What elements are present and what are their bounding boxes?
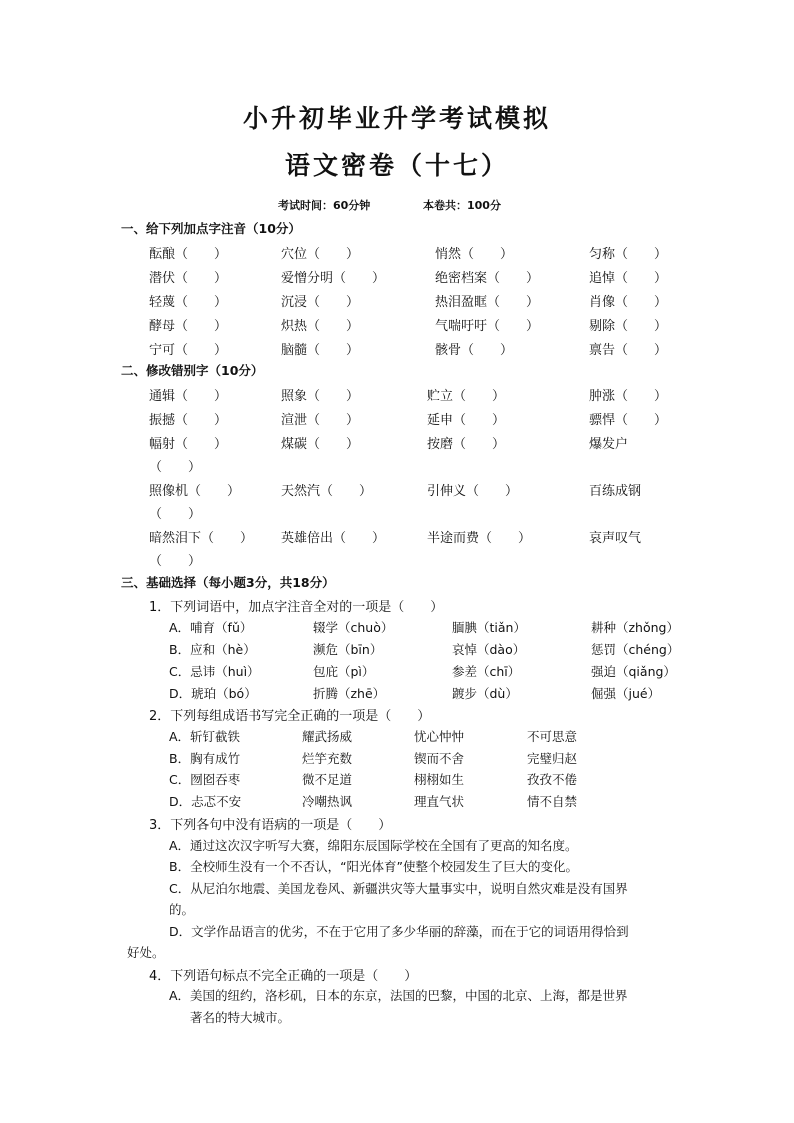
phonetic-item-r1-c3: 悄然（ ）: [435, 247, 514, 262]
q1-option-r2-c3: 哀悼（dào）: [452, 642, 526, 657]
q1-option-r2-c1: B．应和（hè）: [169, 642, 256, 657]
typo-item-r3-c2: 煤碳（ ）: [281, 437, 360, 452]
exam-total-score: 本卷共：100分: [423, 199, 501, 212]
q1-option-r1-c3: 腼腆（tiǎn）: [452, 620, 526, 635]
phonetic-item-r4-c3: 气喘吁吁（ ）: [435, 319, 540, 334]
typo-item-r1-c2: 照象（ ）: [281, 389, 360, 404]
phonetic-item-r3-c4: 肖像（ ）: [589, 295, 668, 310]
q2-option-r1-c2: 耀武扬威: [302, 729, 353, 744]
typo-item-r2-c4: 骠悍（ ）: [589, 413, 668, 428]
q2-option-r3-c2: 微不足道: [302, 772, 353, 787]
typo-item-r5-c1: 暗然泪下（ ）: [149, 531, 254, 546]
q3-option-d: D．文学作品语言的优劣，不在于它用了多少华丽的辞藻，而在于它的词语用得恰到: [169, 924, 629, 939]
typo-item-r1-c3: 贮立（ ）: [427, 389, 506, 404]
q1-option-r3-c1: C．忌讳（huì）: [169, 664, 260, 679]
section-3-heading: 三、基础选择（每小题3分，共18分）: [121, 575, 335, 590]
typo-item-r5-c3: 半途而费（ ）: [427, 531, 532, 546]
q3-option-c: C．从尼泊尔地震、美国龙卷风、新疆洪灾等大量事实中，说明自然灾难是没有国界: [169, 881, 628, 896]
phonetic-item-r2-c2: 爱憎分明（ ）: [281, 271, 386, 286]
typo-item-r2-c2: 渲泄（ ）: [281, 413, 360, 428]
q3-option-c-cont: 的。: [169, 902, 195, 917]
q2-option-r2-c1: B．胸有成竹: [169, 751, 241, 766]
q2-option-r1-c1: A．斩钉截铁: [169, 729, 241, 744]
wrap-blank-1: （ ）: [149, 460, 202, 475]
phonetic-item-r5-c4: 禀告（ ）: [589, 343, 668, 358]
q2-option-r2-c3: 锲而不舍: [414, 751, 465, 766]
phonetic-item-r5-c2: 脑髓（ ）: [281, 343, 360, 358]
phonetic-item-r4-c1: 酵母（ ）: [149, 319, 228, 334]
q1-option-r2-c4: 惩罚（chéng）: [591, 642, 680, 657]
q2-option-r2-c4: 完璧归赵: [527, 751, 578, 766]
typo-item-r3-c1: 幅射（ ）: [149, 437, 228, 452]
phonetic-item-r1-c4: 匀称（ ）: [589, 247, 668, 262]
q2-option-r4-c1: D．忐忑不安: [169, 794, 242, 809]
wrap-blank-3: （ ）: [149, 554, 202, 569]
q1-stem: 1．下列词语中，加点字注音全对的一项是（ ）: [149, 600, 444, 615]
typo-item-r5-c4: 哀声叹气: [589, 531, 642, 546]
q2-option-r2-c2: 烂竽充数: [302, 751, 353, 766]
q4-option-a-cont: 著名的特大城市。: [190, 1010, 291, 1025]
section-1-heading: 一、给下列加点字注音（10分）: [121, 221, 301, 236]
phonetic-item-r5-c1: 宁可（ ）: [149, 343, 228, 358]
typo-item-r3-c4: 爆发户: [589, 437, 629, 452]
q4-option-a: A．美国的纽约，洛杉矶，日本的东京，法国的巴黎，中国的北京、上海，都是世界: [169, 988, 628, 1003]
phonetic-item-r1-c2: 穴位（ ）: [281, 247, 360, 262]
q2-option-r3-c3: 栩栩如生: [414, 772, 465, 787]
typo-item-r4-c4: 百练成钢: [589, 484, 642, 499]
typo-item-r3-c3: 按磨（ ）: [427, 437, 506, 452]
phonetic-item-r3-c3: 热泪盈眶（ ）: [435, 295, 540, 310]
q1-option-r4-c1: D．琥珀（bó）: [169, 686, 257, 701]
phonetic-item-r4-c4: 剔除（ ）: [589, 319, 668, 334]
typo-item-r1-c1: 通辑（ ）: [149, 389, 228, 404]
phonetic-item-r4-c2: 炽热（ ）: [281, 319, 360, 334]
q2-option-r1-c3: 忧心忡忡: [414, 729, 465, 744]
exam-title-line2: 语文密卷（十七）: [284, 151, 509, 180]
section-2-heading: 二、修改错别字（10分）: [121, 363, 264, 378]
phonetic-item-r2-c1: 潜伏（ ）: [149, 271, 228, 286]
exam-title-line1: 小升初毕业升学考试模拟: [242, 104, 551, 133]
q3-option-a: A．通过这次汉字听写大赛，绵阳东辰国际学校在全国有了更高的知名度。: [169, 838, 578, 853]
q1-option-r4-c2: 折腾（zhē）: [313, 686, 386, 701]
q2-option-r3-c4: 孜孜不倦: [527, 772, 578, 787]
typo-item-r2-c3: 延申（ ）: [427, 413, 506, 428]
q1-option-r1-c1: A．哺育（fǔ）: [169, 620, 253, 635]
typo-item-r4-c2: 天然汽（ ）: [281, 484, 373, 499]
phonetic-item-r2-c4: 追悼（ ）: [589, 271, 668, 286]
q2-option-r4-c4: 情不自禁: [527, 794, 578, 809]
q1-option-r3-c2: 包庇（pì）: [313, 664, 375, 679]
phonetic-item-r3-c1: 轻蔑（ ）: [149, 295, 228, 310]
q3-option-d-cont: 好处。: [127, 945, 165, 960]
q2-option-r4-c3: 理直气状: [414, 794, 465, 809]
q2-option-r3-c1: C．囫囵吞枣: [169, 772, 241, 787]
typo-item-r1-c4: 肿涨（ ）: [589, 389, 668, 404]
q1-option-r1-c4: 耕种（zhǒng）: [591, 620, 679, 635]
phonetic-item-r3-c2: 沉浸（ ）: [281, 295, 360, 310]
q1-option-r2-c2: 濒危（bīn）: [313, 642, 383, 657]
q1-option-r4-c3: 踱步（dù）: [452, 686, 518, 701]
q2-option-r4-c2: 冷嘲热讽: [302, 794, 353, 809]
q1-option-r4-c4: 倔强（jué）: [591, 686, 661, 701]
typo-item-r4-c1: 照像机（ ）: [149, 484, 241, 499]
typo-item-r4-c3: 引伸义（ ）: [427, 484, 519, 499]
phonetic-item-r2-c3: 绝密档案（ ）: [435, 271, 540, 286]
exam-time: 考试时间：60分钟: [278, 199, 371, 212]
q2-stem: 2．下列每组成语书写完全正确的一项是（ ）: [149, 709, 431, 724]
phonetic-item-r1-c1: 酝酿（ ）: [149, 247, 228, 262]
q1-option-r3-c3: 参差（chī）: [452, 664, 521, 679]
q4-stem: 4．下列语句标点不完全正确的一项是（ ）: [149, 969, 418, 984]
typo-item-r5-c2: 英雄倍出（ ）: [281, 531, 386, 546]
typo-item-r2-c1: 振撼（ ）: [149, 413, 228, 428]
wrap-blank-2: （ ）: [149, 507, 202, 522]
q2-option-r1-c4: 不可思意: [527, 729, 578, 744]
q1-option-r1-c2: 辍学（chuò）: [313, 620, 394, 635]
q3-stem: 3．下列各句中没有语病的一项是（ ）: [149, 818, 392, 833]
q1-option-r3-c4: 强迫（qiǎng）: [591, 664, 676, 679]
q3-option-b: B．全校师生没有一个不否认，“阳光体育”使整个校园发生了巨大的变化。: [169, 859, 579, 874]
phonetic-item-r5-c3: 骸骨（ ）: [435, 343, 514, 358]
